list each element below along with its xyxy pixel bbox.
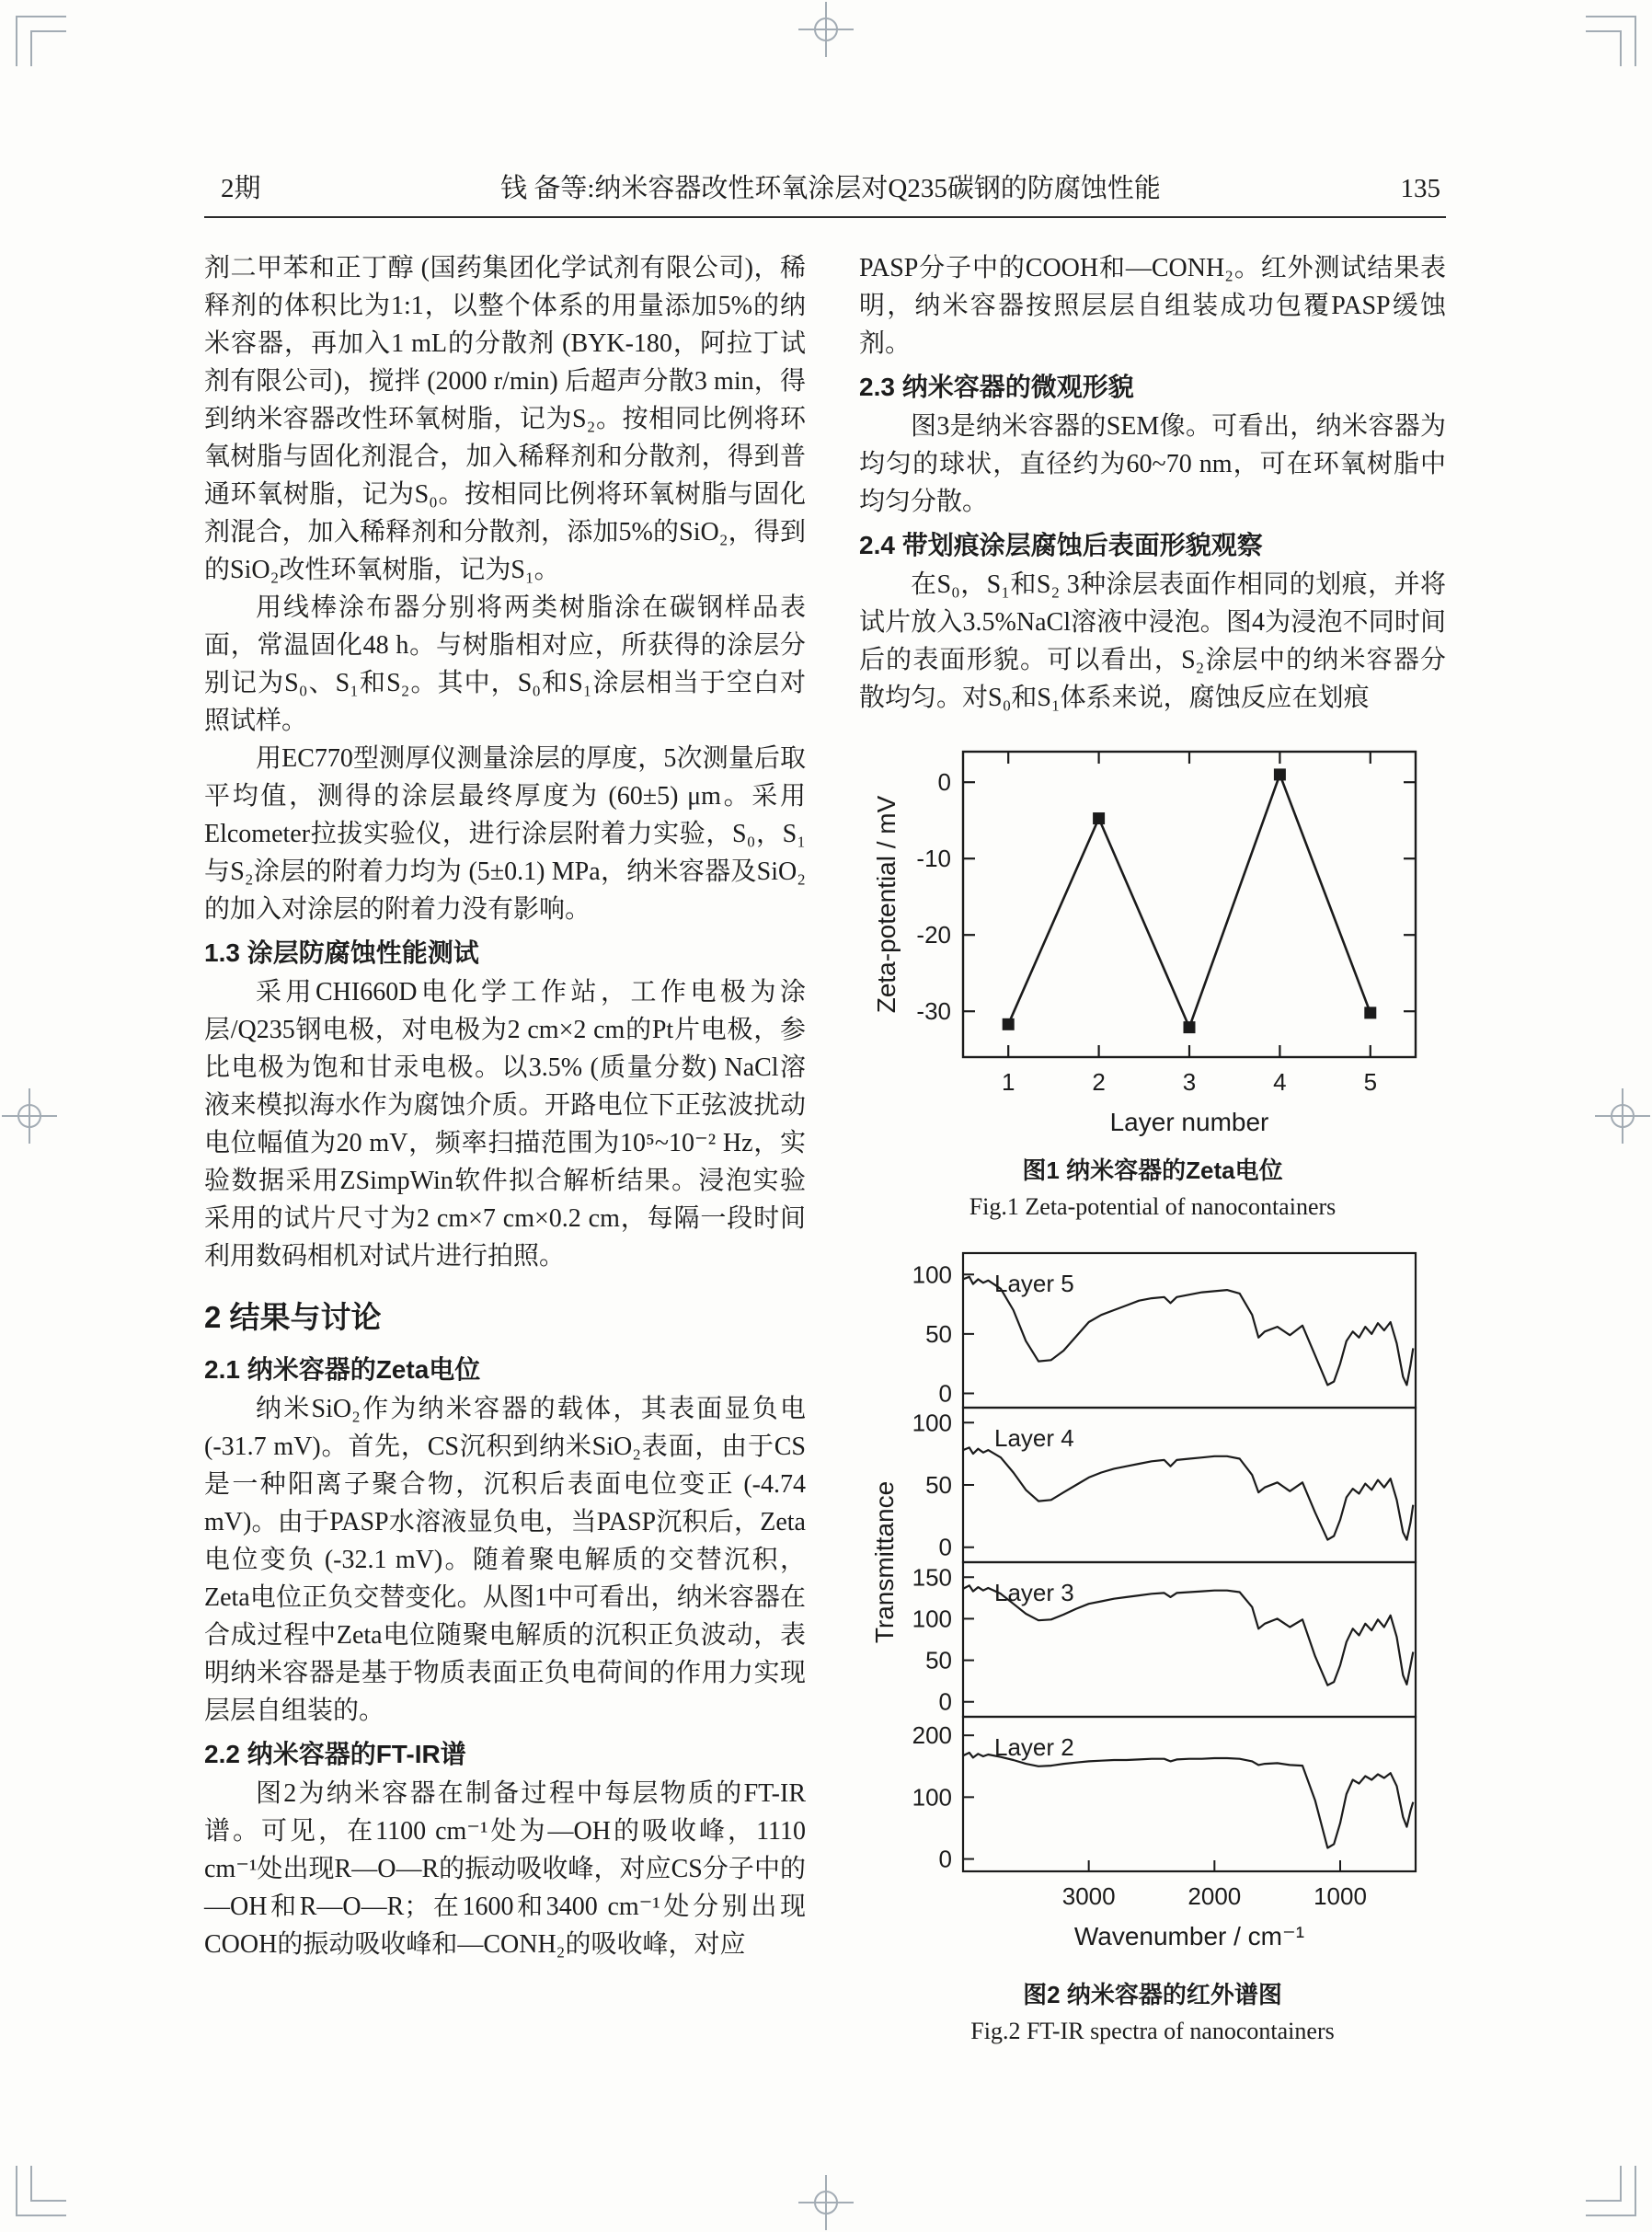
svg-text:Transmittance: Transmittance [870,1480,899,1644]
svg-text:50: 50 [925,1646,952,1674]
figure-2 [859,1240,1446,2048]
heading-2-results: 2 结果与讨论 [204,1300,382,1334]
svg-text:1: 1 [1001,1068,1015,1096]
svg-text:0: 0 [938,1687,952,1716]
heading-2-1: 2.1 纳米容器的Zeta电位 [204,1355,481,1384]
svg-text:Layer 4: Layer 4 [994,1424,1074,1452]
page-header [204,167,1446,218]
svg-text:0: 0 [938,1845,952,1873]
corner-registration-mark-top-right [1580,7,1645,72]
paragraph-sem: 图3是纳米容器的SEM像。可看出，纳米容器为均匀的球状，直径约为60~70 nm，可在环氧树脂中均匀分散。 [859,412,1446,516]
corner-registration-mark-top-left [7,7,72,72]
svg-text:100: 100 [912,1260,952,1289]
fig2-chart [867,1240,1438,1967]
svg-text:-10: -10 [916,845,951,873]
svg-text:0: 0 [937,768,951,797]
svg-text:-30: -30 [916,997,951,1026]
svg-text:3: 3 [1182,1068,1197,1096]
crosshair-registration-mark-top-center [798,2,854,57]
svg-text:Layer 3: Layer 3 [994,1579,1074,1606]
fig1-caption-zh: 图1 纳米容器的Zeta电位 [1022,1156,1283,1184]
paragraph-scratch: 在S₀，S₁和S₂ 3种涂层表面作相同的划痕，并将试片放入3.5%NaCl溶液中浸泡。图4为浸泡不同时间后的表面形貌。可以看出，S₂涂层中的纳米容器分散均匀。对S₀和S₁体系来说，腐蚀反应在划痕 [859,570,1446,712]
paragraph-thickness: 用EC770型测厚仪测量涂层的厚度，5次测量后取平均值，测得的涂层最终厚度为 (60±5) μm。采用Elcometer拉拔实验仪，进行涂层附着力实验，S₀，S₁与S₂涂层的附着力均为 (5±0.1) MPa，纳米容器及SiO₂的加入对涂层的附着力没有影响。 [204,744,806,924]
svg-text:100: 100 [912,1783,952,1812]
svg-text:Layer number: Layer number [1109,1108,1269,1136]
svg-text:2000: 2000 [1187,1882,1242,1910]
paragraph-electrochemistry: 采用CHI660D电化学工作站，工作电极为涂层/Q235钢电极，对电极为2 cm×2 cm的Pt片电极，参比电极为饱和甘汞电极。以3.5% (质量分数) NaCl溶液来模拟海水作为腐蚀介质。开路电位下正弦波扰动电位幅值为20 mV，频率扫描范围为10⁵~10⁻² Hz，实验数据采用ZSimpWin软件拟合解析结果。浸泡实验采用的试片尺寸为2 cm×7 cm×0.2 cm，每隔一段时间利用数码相机对试片进行拍照。 [204,978,806,1271]
header-issue: 2期 [221,174,261,203]
fig2-caption-zh: 图2 纳米容器的红外谱图 [1023,1981,1282,2008]
svg-text:100: 100 [912,1605,952,1633]
heading-1-3: 1.3 涂层防腐蚀性能测试 [204,938,479,967]
crosshair-registration-mark-right-center [1595,1088,1650,1144]
fig1-caption-en: Fig.1 Zeta-potential of nanocontainers [969,1193,1337,1220]
two-column-body [204,249,1446,2048]
svg-text:150: 150 [912,1563,952,1592]
left-column [204,249,806,2048]
header-running-title: 钱 备等:纳米容器改性环氧涂层对Q235碳钢的防腐蚀性能 [500,174,1161,203]
figure-1 [859,733,1446,1224]
paragraph-pasp: PASP分子中的COOH和—CONH₂。红外测试结果表明，纳米容器按照层层自组装成功包覆PASP缓蚀剂。 [859,254,1446,358]
right-column [859,249,1446,2048]
svg-text:Zeta-potential / mV: Zeta-potential / mV [872,795,901,1014]
crosshair-registration-mark-left-center [2,1088,57,1144]
corner-registration-mark-bottom-right [1580,2160,1645,2225]
svg-text:Layer 5: Layer 5 [994,1270,1074,1297]
svg-text:4: 4 [1273,1068,1287,1096]
svg-text:50: 50 [925,1471,952,1499]
corner-registration-mark-bottom-left [7,2160,72,2225]
paragraph-solvents: 剂二甲苯和正丁醇 (国药集团化学试剂有限公司)，稀释剂的体积比为1:1，以整个体系的用量添加5%的纳米容器，再加入1 mL的分散剂 (BYK-180，阿拉丁试剂有限公司)，搅拌 (2000 r/min) 后超声分散3 min，得到纳米容器改性环氧树脂，记为S₂。按相同比例将环氧树脂与固化剂混合，加入稀释剂和分散剂，得到普通环氧树脂，记为S₀。按相同比例将环氧树脂与固化剂混合，加入稀释剂和分散剂，添加5%的SiO₂，得到的SiO₂改性环氧树脂，记为S₁。 [204,254,806,584]
fig1-chart [867,733,1438,1143]
svg-text:1000: 1000 [1314,1882,1367,1910]
svg-text:5: 5 [1363,1068,1378,1096]
svg-text:2: 2 [1092,1068,1106,1096]
crosshair-registration-mark-bottom-center [798,2175,854,2230]
fig2-caption-en: Fig.2 FT-IR spectra of nanocontainers [970,2018,1335,2044]
svg-text:3000: 3000 [1061,1882,1116,1910]
svg-text:Wavenumber / cm⁻¹: Wavenumber / cm⁻¹ [1073,1922,1305,1950]
paragraph-coating: 用线棒涂布器分别将两类树脂涂在碳钢样品表面，常温固化48 h。与树脂相对应，所获得的涂层分别记为S₀、S₁和S₂。其中，S₀和S₁涂层相当于空白对照试样。 [204,593,806,735]
header-page-number: 135 [1400,174,1440,203]
svg-text:0: 0 [938,1533,952,1561]
paragraph-ftir: 图2为纳米容器在制备过程中每层物质的FT-IR谱。可见，在1100 cm⁻¹处为—OH的吸收峰，1110 cm⁻¹处出现R—O—R的振动吸收峰，对应CS分子中的—OH和R—O—R；在1600和3400 cm⁻¹处分别出现COOH的振动吸收峰和—CONH₂的吸收峰，对应 [204,1779,806,1959]
heading-2-4: 2.4 带划痕涂层腐蚀后表面形貌观察 [859,531,1263,559]
heading-2-3: 2.3 纳米容器的微观形貌 [859,373,1134,401]
svg-text:-20: -20 [916,921,951,949]
svg-text:Layer 2: Layer 2 [994,1733,1074,1761]
paragraph-zeta: 纳米SiO₂作为纳米容器的载体，其表面显负电 (-31.7 mV)。首先，CS沉积到纳米SiO₂表面，由于CS是一种阳离子聚合物，沉积后表面电位变正 (-4.74 mV)。由于PASP水溶液显负电，当PASP沉积后，Zeta电位变负 (-32.1 mV)。随着聚电解质的交替沉积，Zeta电位正负交替变化。从图1中可看出，纳米容器在合成过程中Zeta电位随聚电解质的沉积正负波动，表明纳米容器是基于物质表面正负电荷间的作用力实现层层自组装的。 [204,1395,806,1725]
heading-2-2: 2.2 纳米容器的FT-IR谱 [204,1740,466,1768]
page-content [204,167,1446,2048]
svg-text:50: 50 [925,1319,952,1348]
svg-text:200: 200 [912,1721,952,1750]
svg-text:0: 0 [938,1379,952,1408]
svg-text:100: 100 [912,1409,952,1437]
